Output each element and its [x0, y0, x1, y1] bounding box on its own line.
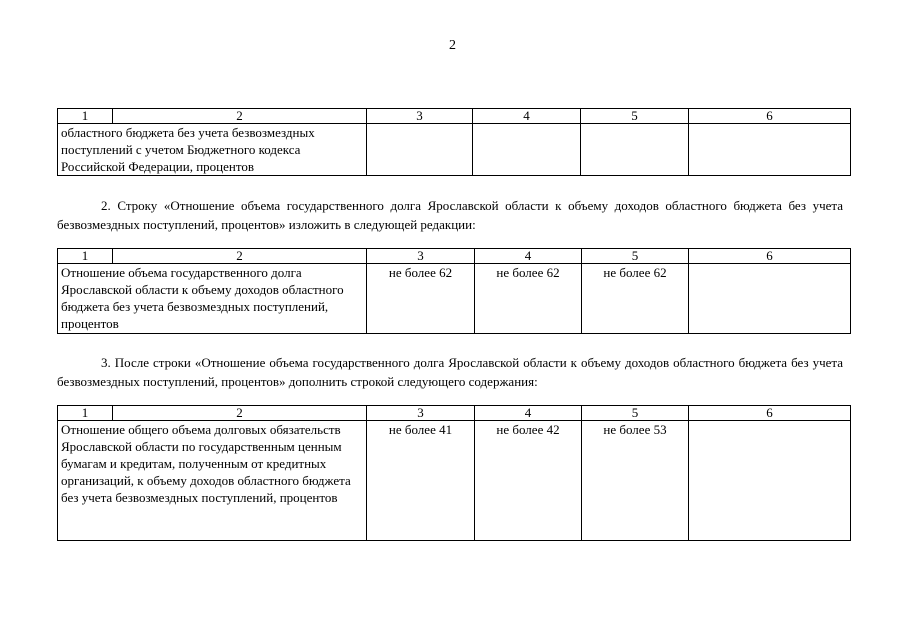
value-cell-5: не более 62	[582, 264, 689, 334]
table-new-row	[57, 405, 851, 541]
table-header-row	[58, 406, 851, 421]
header-cell-3: 3	[367, 249, 475, 264]
header-cell-3: 3	[367, 406, 475, 421]
page-number: 2	[449, 38, 456, 53]
paragraph-2: 2. Строку «Отношение объема государственного долга Ярославской области к объему доходов областного бюджета без учета безвозмездных поступлений, процентов» изложить в следующей редакции:	[57, 198, 843, 232]
value-cell-6	[689, 421, 851, 541]
value-cell-3: не более 41	[367, 421, 475, 541]
header-cell-5: 5	[582, 249, 689, 264]
table-header-row	[58, 249, 851, 264]
header-cell-5: 5	[581, 109, 689, 124]
value-cell-4: не более 42	[475, 421, 582, 541]
table-continuation	[57, 108, 851, 176]
header-cell-4: 4	[475, 406, 582, 421]
indicator-cell: областного бюджета без учета безвозмездных поступлений с учетом Бюджетного кодекса Российской Федерации, процентов	[58, 124, 367, 176]
header-cell-4: 4	[473, 109, 581, 124]
paragraph-3: 3. После строки «Отношение объема государственного долга Ярославской области к объему доходов областного бюджета без учета безвозмездных поступлений, процентов» дополнить строкой следующего содержания:	[57, 355, 843, 389]
header-cell-1: 1	[58, 249, 113, 264]
header-cell-5: 5	[582, 406, 689, 421]
header-cell-2: 2	[113, 109, 367, 124]
value-cell-4: не более 62	[475, 264, 582, 334]
header-cell-6: 6	[689, 109, 851, 124]
table-header-row	[58, 109, 851, 124]
value-cell-4	[473, 124, 581, 176]
value-cell-3	[367, 124, 473, 176]
value-cell-6	[689, 124, 851, 176]
value-cell-5	[581, 124, 689, 176]
table-row	[58, 421, 851, 541]
table-row	[58, 264, 851, 334]
indicator-cell: Отношение общего объема долговых обязательств Ярославской области по государственным ценным бумагам и кредитам, полученным от кредитных организаций, к объему доходов областного бюджета без учета безвозмездных поступлений, процентов	[58, 421, 367, 541]
header-cell-3: 3	[367, 109, 473, 124]
indicator-cell: Отношение объема государственного долга Ярославской области к объему доходов областного бюджета без учета безвозмездных поступлений, процентов	[58, 264, 367, 334]
header-cell-1: 1	[58, 109, 113, 124]
header-cell-2: 2	[113, 406, 367, 421]
value-cell-6	[689, 264, 851, 334]
header-cell-6: 6	[689, 406, 851, 421]
header-cell-4: 4	[475, 249, 582, 264]
table-replacement-row	[57, 248, 851, 334]
value-cell-5: не более 53	[582, 421, 689, 541]
table-row	[58, 124, 851, 176]
header-cell-2: 2	[113, 249, 367, 264]
header-cell-6: 6	[689, 249, 851, 264]
value-cell-3: не более 62	[367, 264, 475, 334]
header-cell-1: 1	[58, 406, 113, 421]
